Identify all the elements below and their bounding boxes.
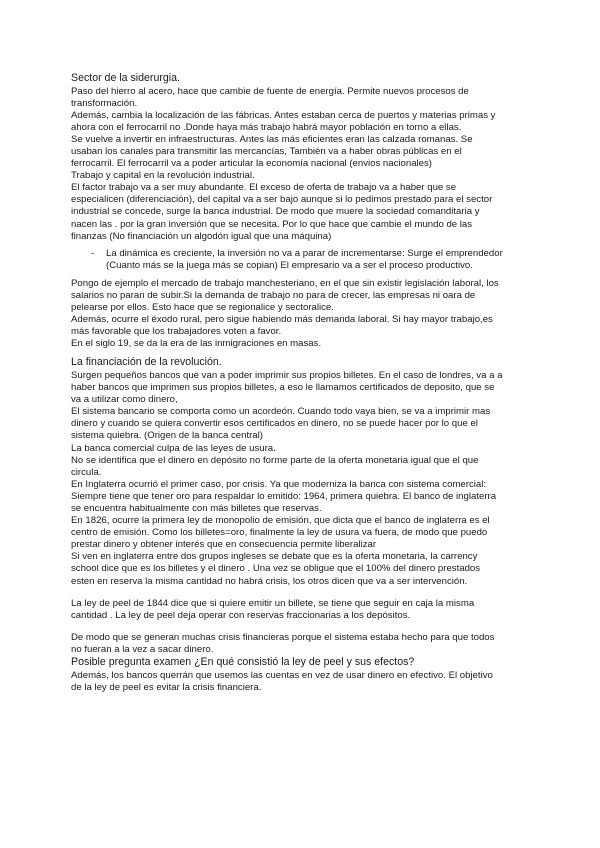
text-line: industrial se concede, surge la banca industrial. De modo que muere la sociedad comanditaria y [71,206,480,218]
text-line: Además, los bancos querrán que usemos las cuentas en vez de usar dinero en efectivo. El objetivo [71,669,493,681]
text-line: No se identifica que el dinero en depósito no forme parte de la oferta monetaria igual que el que [71,454,479,466]
text-line: dinero y cuando se quiera convertir esos certificados en dinero, no se puede hacer por lo que el [71,418,478,430]
text-line: Se vuelve a invertir en infraestructuras. Antes las más eficientes eran las calzada romanas. Se [71,133,473,145]
text-line: El factor trabajo va a ser muy abundante. El exceso de oferta de trabajo va a haber que se [71,182,457,194]
paragraph-crisis [71,632,529,694]
exam-question: Posible pregunta examen ¿En qué consistió la ley de peel y sus efectos? [71,656,415,669]
text-line: En 1826, ocurre la primera ley de monopolio de emisión, que dicta que el banco de inglaterra es el [71,515,490,527]
text-line: va a utilizar como dinero, [71,394,178,406]
paragraph-ley-peel [71,598,529,622]
text-line: salarios no paran de subir.Si la demanda de trabajo no para de crecer, las empresas ni oara de [71,290,476,301]
heading-siderurgia: Sector de la siderurgia. [71,72,180,84]
text-line: Siempre tiene que tener oro para respaldar lo emitido: 1964, primera quiebra. El banco de inglaterra [71,490,497,502]
text-line: La dinámica es creciente, la inversión no va a parar de incrementarse: Surge el emprendedor [106,247,503,259]
text-line: (Cuanto más se la juega más se copian) El empresario va a ser el proceso productivo. [106,259,473,271]
heading-financiacion: La financiación de la revolución. [71,356,222,369]
text-line: En el siglo 19, se da la era de las inmigraciones en masas. [71,338,322,350]
text-line: prestar dinero y obtener interés que en consecuencia permite liberalizar [71,539,377,551]
text-line: sistema quiebra. (Origen de la banca central) [71,430,263,442]
document-body [71,72,529,694]
text-line: cantidad . La ley de peel deja operar con reservas fraccionarias a los depósitos. [71,609,411,621]
text-line: no fueran a la vez a sacar dinero. [71,643,214,655]
text-line: de la ley de peel es evitar la crisis financiera. [71,681,262,693]
text-line: centro de emisión. Como los billetes=oro, finalmente la ley de usura va fuera, de modo que puedo [71,527,488,539]
text-line: Trabajo y capital en la revolución industrial. [71,170,255,182]
text-line: especialicen (diferenciación), del capital va a ser bajo aunque si lo pedimos prestado para el sector [71,194,493,206]
text-line: transformación. [71,97,138,109]
text-line: más favorable que los trabajadores voten a favor. [71,326,282,338]
text-line: De modo que se generan muchas crisis financieras porque el sistema estaba hecho para que todos [71,631,495,643]
text-line: Pongo de ejemplo el mercado de trabajo manchesteriano, en el que sin existir legislación laboral, los [71,277,499,289]
text-line: La ley de peel de 1844 dice que si quiere emitir un billete, se tiene que seguir en caja la misma [71,597,475,609]
text-line: Paso del hierro al acero, hace que cambie de fuente de energía. Permite nuevos procesos de [71,85,469,97]
text-line: Además, cambia la localización de las fábricas. Antes estaban cerca de puertos y materias primas y [71,109,496,121]
paragraph-financiacion [71,370,529,588]
text-line: Surgen pequeños bancos que van a poder imprimir sus propios billetes. En el caso de londres, va a a [71,369,503,381]
paragraph-siderurgia [71,86,529,243]
text-line: ferrocarril. El ferrocarril va a poder articular la economía nacional (envios nacionales) [71,158,432,170]
text-line: El sistema bancario se comporta como un acordeón. Cuando todo vaya bien, se va a imprimir mas [71,406,491,418]
text-line: La banca comercial culpa de las leyes de usura. [71,442,276,454]
paragraph-mercado-trabajo [71,278,529,351]
bullet-item [71,248,529,272]
text-line: haber bancos que imprimen sus propios billetes, a eso le llamamos certificados de deposito, que se [71,382,495,394]
text-line: esten en reserva la misma cantidad no habrá crisis, los otros dicen que va a ser intervención. [71,575,468,587]
text-line: ahora con el ferrocarril no .Donde haya más trabajo habrá mayor población en torno a ellas. [71,121,462,133]
text-line: pelearse por ellos. Esto hace que se regionalice y sectoralice. [71,302,334,314]
text-line: school dice que es los billetes y el dinero . Una vez se obligue que el 100% del dinero prestados [71,563,481,575]
text-line: finanzas (No financiación un algodón igual que una máquina) [71,230,332,242]
text-line: se encuentra habitualmente con más billetes que reservas. [71,503,322,514]
text-line: Además, ocurre el éxodo rural, pero sigue habiendo más demanda laboral. Si hay mayor trabajo,es [71,314,493,326]
text-line: usaban los canales para transmitir las mercancías, También va a haber obras públicas en el [71,145,462,157]
text-line: En Inglaterra ocurrió el primer caso, por crisis. Ya que moderniza la banca con sistema comercial: [71,478,487,490]
bullet-dash: - [91,247,95,259]
text-line: Si ven en inglaterra entre dos grupos ingleses se debate que es la oferta monetaria, la carrency [71,551,478,563]
text-line: circula. [71,466,102,478]
text-line: nacen las . por la gran inversión que se necesita. Por lo que hace que cambie el mundo de las [71,218,473,230]
